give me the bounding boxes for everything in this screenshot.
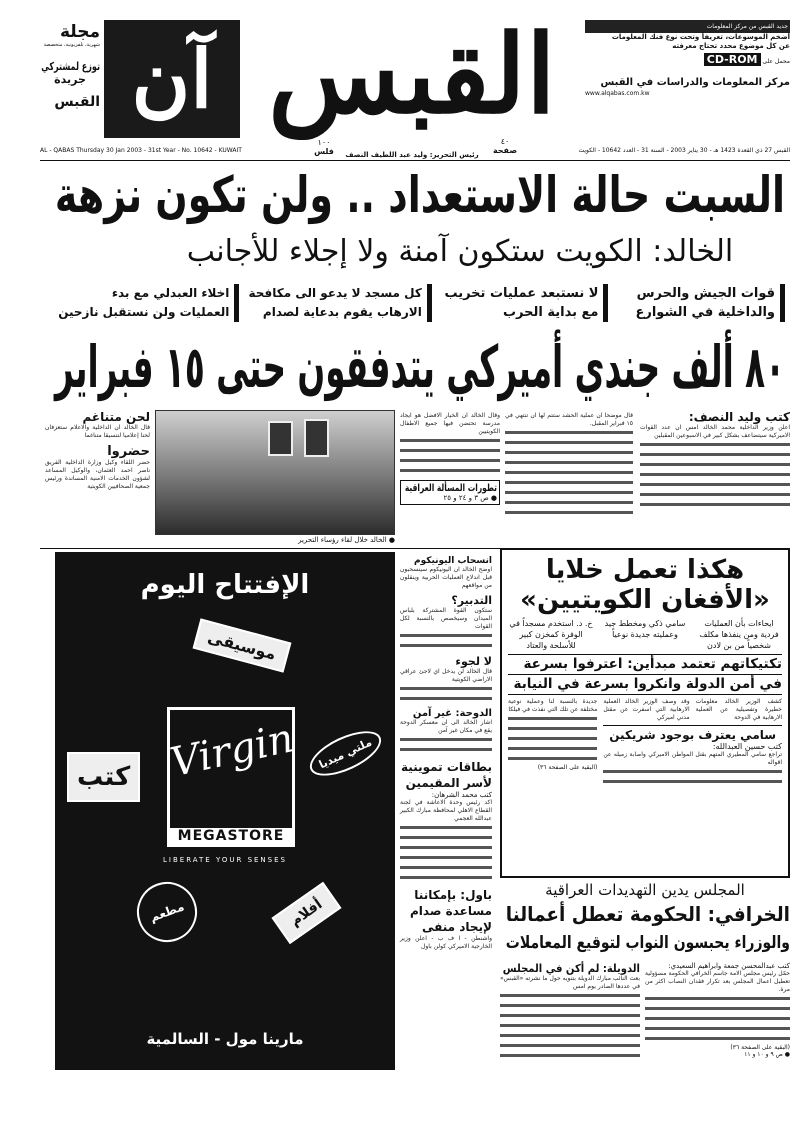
sami-article xyxy=(603,725,782,787)
price-unit: فلس xyxy=(314,147,334,156)
cdrom-badge: CD-ROM xyxy=(704,53,761,66)
pages-value: ٤٠ xyxy=(500,137,510,146)
page-ref: ● ص ٩ و ١٠ و ١١ xyxy=(744,1051,790,1058)
promo-text: أضخم الموسوعات، تعريفاً وتحت نوع فنك المعلومات xyxy=(611,33,790,41)
box-bar-headline: في أمن الدولة وانكروا بسرعة في النيابة xyxy=(508,675,782,695)
box-ref: ● ص ٣ و ٢٤ و ٢٥ xyxy=(443,494,497,502)
brief-heading: انسحاب اليونيكوم xyxy=(414,556,492,566)
assembly-headline: الخرافي: الحكومة تعطل أعمالنا xyxy=(505,902,790,926)
editor: رئيس التحرير: وليد عبد اللطيف النصف xyxy=(345,151,479,159)
sami-text: تراجع سامي المطيري المتهم بقتل المواطن الاميركي واصابة زميله عن اقواله xyxy=(603,751,782,766)
magazine-logo: آن xyxy=(131,32,213,126)
magazine-ad xyxy=(104,20,240,138)
brief-heading: الدوحة: غير آمن xyxy=(412,708,492,719)
brief-text: اوضح الخالد ان اليونيكوم سينسحبون قبل اندلاع العمليات الحربية وينقلون من مواقعهم xyxy=(400,566,492,589)
box-right-area xyxy=(603,698,782,787)
sub-headline: الخالد: الكويت ستكون آمنة ولا إجلاء للأجانب xyxy=(186,234,734,269)
text-lines xyxy=(603,767,782,787)
promo-brand: القبس xyxy=(54,94,100,110)
tag-music: موسيقى xyxy=(193,618,292,672)
assembly-kicker: المجلس يدين التهديدات العراقية xyxy=(545,881,745,899)
column-heading: حضروا xyxy=(107,444,150,459)
column-text: قال الخالد ان الداخلية والاعلام ستعزفان لحنا إعلاميا لتنسيقا متناغما xyxy=(45,424,150,439)
column-heading: لحن متناغم xyxy=(82,410,150,424)
pages-unit: صفحة xyxy=(492,146,518,155)
promo-text: عن كل موضوع محدد تحتاج معرفته xyxy=(672,42,790,50)
promo-header: جديد القبس من مركز المعلومات xyxy=(585,20,790,33)
cdrom-label: محمل على xyxy=(762,58,790,65)
point xyxy=(55,284,239,322)
brief-text: واشنطن - ا ف ب - اعلن وزير الخارجية الاميركي كولن باول xyxy=(400,935,492,950)
afghan-cells-box xyxy=(500,548,790,878)
brief-text: اشار الخالد الى ان معسكر الدوحة يقع في مكان غير آمن xyxy=(400,719,492,734)
photo xyxy=(155,410,395,535)
brief-text: قال الخالد لن يدخل اي لاجئ عراقي الاراضي الكويتية xyxy=(400,668,492,683)
brief-text: اكد رئيس وحدة الاعاشة في لجنة القطاع الاهلي لمحافظة مبارك الكبير عبدالله العجمي xyxy=(400,799,492,822)
box-left-column xyxy=(508,698,597,787)
text-lines xyxy=(400,684,492,704)
byline: كتب وليد النصف: xyxy=(688,410,790,424)
brief-heading: لا لجوء xyxy=(455,655,492,668)
left-column xyxy=(45,410,150,491)
sami-headline: سامي يعترف بوجود شريكين xyxy=(609,728,777,742)
point-line: العمليات ولن نستقبل نازحين xyxy=(58,305,230,319)
continued-note: (البقية على الصفحة ٣٦) xyxy=(730,1044,790,1051)
subpoint: ايحاءات بأن العمليات فردية ومن ينفذها مكلف شخصياً من بن لادن xyxy=(699,619,779,650)
text-lines xyxy=(505,428,633,518)
continued-note: (البقية على الصفحة ٣٦) xyxy=(537,764,598,771)
brief-heading: بطاقات تموينية لأسر المقيمين xyxy=(401,760,492,790)
divider xyxy=(40,160,790,161)
price-value: ١٠٠ xyxy=(317,138,331,147)
date-en: AL - QABAS Thursday 30 Jan 2003 - 31st Year - No. 10642 - KUWAIT xyxy=(40,147,242,154)
ad-title: الإفتتاح اليوم xyxy=(140,570,310,600)
duwaila-headline: الدويلة: لم أكن في المجلس xyxy=(502,962,640,975)
point-line: الارهاب يقوم بدعاية لصدام xyxy=(262,305,422,319)
price xyxy=(312,138,336,156)
box-columns xyxy=(508,698,782,787)
headline-points xyxy=(55,284,785,322)
promo-title: مجلة xyxy=(59,22,100,42)
assembly-byline: كتب عبدالمحسن جمعة وابراهيم السعيدي: xyxy=(668,962,790,970)
pages xyxy=(490,137,520,155)
briefs-column xyxy=(400,556,492,951)
point-line: اخلاء العبدلي مع بدء xyxy=(111,286,230,300)
duwaila-text: بعث النائب مبارك الدويلة بتنويه حول ما نشرته «القبس» في عددها الصادر يوم امس xyxy=(500,975,640,990)
right-promo xyxy=(585,20,790,142)
point xyxy=(440,284,609,322)
point-line: لا نستبعد عمليات تخريب xyxy=(444,286,599,301)
sami-byline: كتب حسين العبدالله: xyxy=(712,742,782,751)
virgin-logo-box xyxy=(166,707,298,847)
portrait-frame xyxy=(268,421,293,456)
box-text: جديدة بالنسبة لنا وعملية نوعية مختلفة عن تلك التي نفذت في فيلكا xyxy=(508,698,598,713)
box-title: تطورات المسألة العراقية xyxy=(404,483,497,494)
point-line: قوات الجيش والحرس xyxy=(636,286,775,301)
iraq-box[interactable] xyxy=(400,480,500,505)
box-top-columns xyxy=(603,698,782,722)
text-lines xyxy=(400,631,492,651)
point-line: مع بداية الحرب xyxy=(502,305,599,320)
ad-location: مارينا مول - السالمية xyxy=(146,1030,304,1048)
brief-text: ستكون القوة المشتركة بلباس الميدان وسيخصص بالنسبة لكل القوات xyxy=(400,607,492,630)
subpoint: خ. د. استخدم مسجداً في الوفرة كمخزن كبير للأسلحة والعتاد xyxy=(509,619,593,650)
box-bar-headline: تكتيكاتهم تعتمد مبدأين: اعترفوا بسرعة xyxy=(508,654,782,675)
subpoint: سامي ذكي ومخطط جيد وعمليته جديدة نوعياً xyxy=(604,619,686,639)
point-line: كل مسجد لا يدعو الى مكافحة xyxy=(248,286,422,300)
divider xyxy=(40,548,500,549)
date-ar: القبس 27 ذي القعدة 1423 هـ - 30 يناير 2003 - السنة 31 - العدد 10642 - الكويت xyxy=(578,147,790,154)
promo-line1: توزع لمشتركي xyxy=(41,60,100,73)
portrait-frame xyxy=(304,419,329,457)
tag-films: أفلام xyxy=(272,882,342,944)
box-title: «الأفغان الكويتيين» xyxy=(520,585,770,615)
point xyxy=(247,284,431,322)
photo-caption: ● الخالد خلال لقاء رؤساء التحرير xyxy=(298,536,395,544)
point-line: والداخلية في الشوارع xyxy=(635,305,775,320)
promo-subtitle: شهرية، تلفزيونية، متخصصة xyxy=(43,42,100,48)
article-text: قال موضحا ان عملية الحشد ستتم لها ان تنتهي في ١٥ فبراير المقبل. xyxy=(505,412,633,427)
left-promo xyxy=(40,22,100,110)
lead-article xyxy=(640,410,790,510)
duwaila-article xyxy=(500,962,640,1061)
tag-restaurant: مطعم xyxy=(129,874,206,951)
masthead-logo: القبس xyxy=(268,12,556,138)
lead-column xyxy=(400,412,500,505)
box-text: وقد وصف الوزير الخالد العملية الارهابية التي اسفرت عن مقتل مدني اميركي xyxy=(603,698,690,721)
assembly-text: حمّل رئيس مجلس الامة جاسم الخرافي الحكومة مسؤولية تعطيل اعمال المجلس بعد تكرار فقدان النصاب اكثر من مرة. xyxy=(645,970,790,993)
megastore-label: MEGASTORE xyxy=(170,828,292,844)
text-lines xyxy=(400,436,500,476)
assembly-headline: والوزراء يحبسون النواب لتوقيع المعاملات xyxy=(505,933,790,953)
virgin-megastore-ad[interactable] xyxy=(55,552,395,1070)
box-title: هكذا تعمل خلايا xyxy=(545,555,745,585)
ad-slogan: LIBERATE YOUR SENSES xyxy=(163,856,287,864)
text-lines xyxy=(645,994,790,1044)
tag-books: كتب xyxy=(67,752,140,802)
text-lines xyxy=(400,735,492,755)
brief-heading: باول: بإمكاننا مساعدة صدام لإيجاد منفى xyxy=(410,888,492,934)
text-lines xyxy=(400,823,492,883)
website: www.alqabas.com.kw xyxy=(585,90,650,97)
promo-line2: جريدة xyxy=(54,73,86,86)
tag-multimedia: ملتي ميديا xyxy=(304,722,387,784)
point xyxy=(616,284,785,322)
box-text: كشف الوزير الخالد معلومات خطيرة وتفصيلية عن العملية الارهابية في الدوحة xyxy=(695,698,782,721)
article-text: اعلن وزير الداخلية محمد الخالد امس ان عدد القوات الاميركية سيتضاعف بشكل كبير في الاسبوعين المقبلين xyxy=(640,424,790,439)
big-headline: ٨٠ ألف جندي أميركي يتدفقون حتى ١٥ فبراير xyxy=(54,333,785,401)
text-lines xyxy=(500,991,640,1061)
article-text: وقال الخالد ان الخيار الافضل هو ايجاد مدرسة تحتضن فيها جميع الاطفال الكويتيين xyxy=(400,412,500,435)
text-lines xyxy=(508,714,597,764)
info-center: مركز المعلومات والدراسات في القبس xyxy=(600,77,790,88)
brief-byline: كتب محمد الشرهان: xyxy=(431,791,492,799)
box-subpoints xyxy=(508,618,782,651)
text-lines xyxy=(640,440,790,510)
assembly-article xyxy=(645,962,790,1058)
virgin-logo: Virgin xyxy=(166,715,298,787)
lead-continued xyxy=(505,412,633,518)
main-headline: السبت حالة الاستعداد .. ولن تكون نزهة xyxy=(54,166,785,224)
column-text: حضر اللقاء وكيل وزارة الداخلية الفريق ناصر احمد العثمان، والوكيل المساعد لشؤون الخدمات الامنية المساندة ورئيس جمعية الصحافيين الكويتية xyxy=(45,459,150,490)
brief-heading: التدبير؟ xyxy=(451,594,492,607)
